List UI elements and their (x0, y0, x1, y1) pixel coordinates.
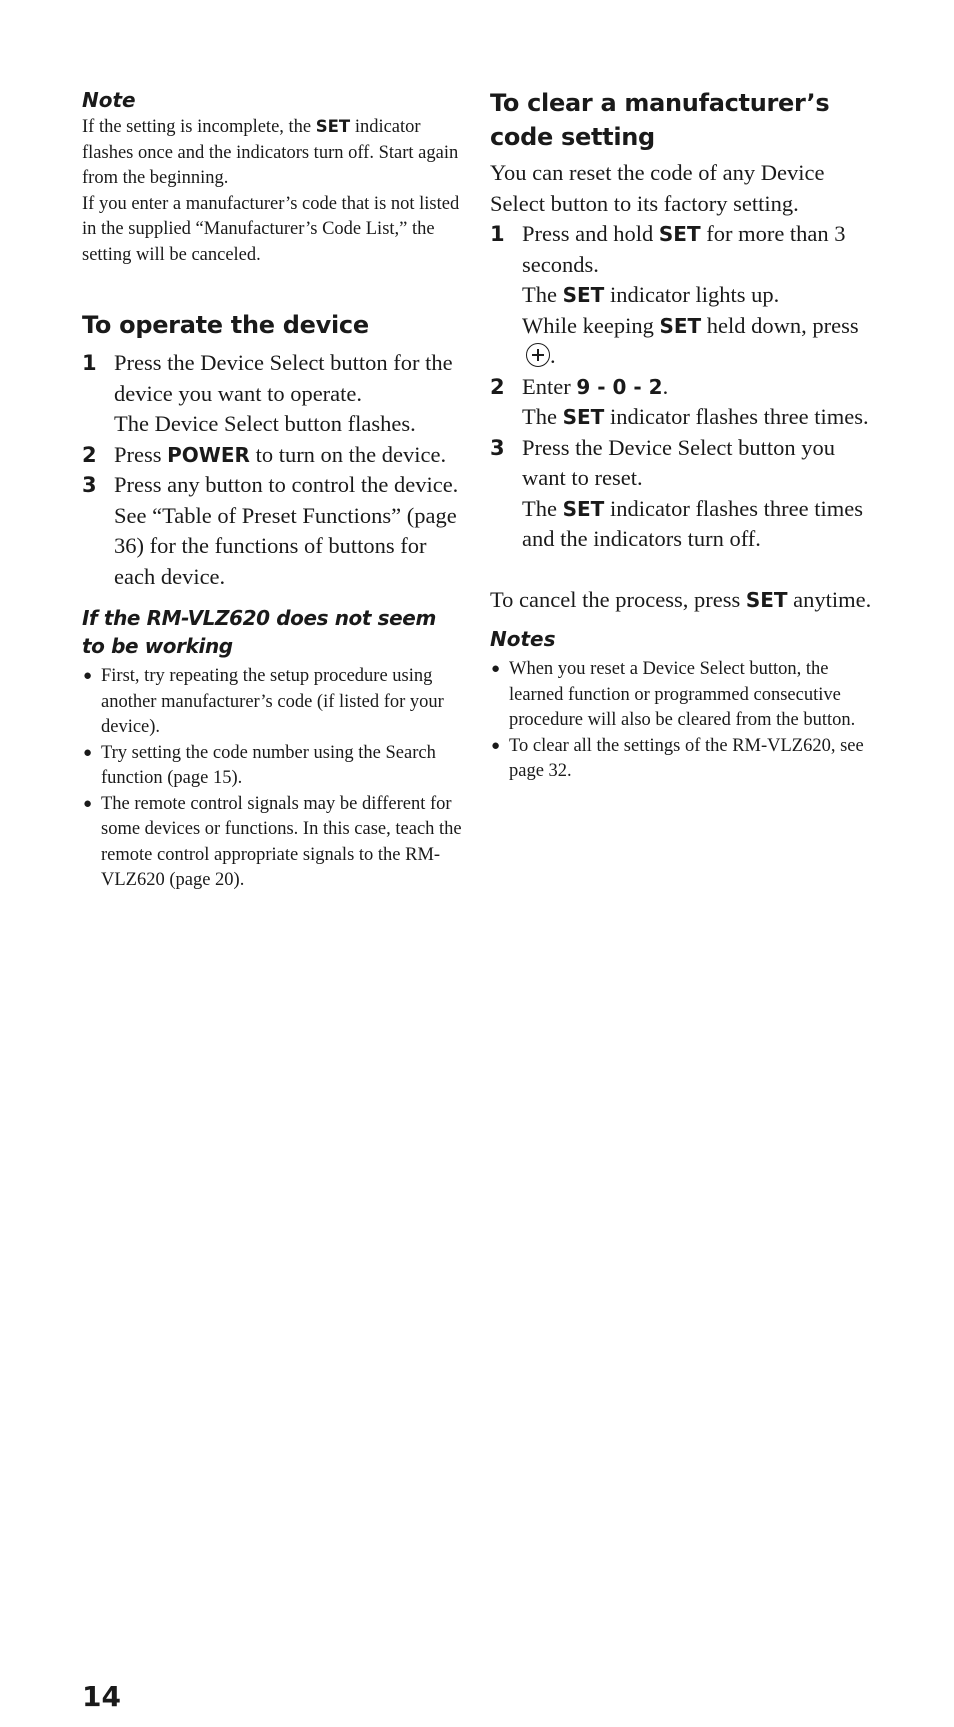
operate-step-3: 3 Press any button to control the device. See “Table of Preset Functions” (page 36) for the functions of buttons for each device. (82, 470, 462, 592)
cancel-text: To cancel the process, press SET anytime. (490, 586, 872, 612)
clear-steps (490, 219, 880, 555)
list-item: ● To clear all the settings of the RM-VLZ620, see page 32. (491, 735, 864, 781)
notes-title: Notes (490, 627, 556, 651)
clear-step-2: 2 Enter 9 - 0 - 2. The SET indicator flashes three times. (490, 372, 880, 433)
note-paragraph-1: If the setting is incomplete, the SET indicator flashes once and the indicators turn off. Start again from the beginning. (82, 117, 459, 188)
clear-step-1: 1 Press and hold SET for more than 3 seconds. The SET indicator lights up. While keeping SET held down, press. (490, 219, 880, 372)
operate-heading: To operate the device (82, 311, 369, 339)
enter-icon (526, 343, 550, 367)
operate-step-1: 1 Press the Device Select button for the device you want to operate. The Device Select button flashes. (82, 348, 462, 440)
bullet-dot: ● (83, 795, 93, 812)
bullet-dot: ● (491, 661, 501, 677)
bullet-dot: ● (83, 668, 93, 684)
list-item: ● The remote control signals may be different for some devices or functions. In this case, teach the remote control appropriate signals to the RM-VLZ620 (page 20). (83, 793, 462, 890)
trouble-heading: If the RM-VLZ620 does not seem to be working (82, 606, 436, 658)
list-item: ● When you reset a Device Select button, the learned function or programmed consecutive procedure will also be cleared from the button. (491, 659, 856, 730)
notes-list (490, 657, 880, 785)
operate-step-2: 2 Press POWER to turn on the device. (82, 440, 462, 471)
step-number: 3 (490, 435, 505, 460)
step-number: 2 (82, 442, 97, 467)
note-title: Note (82, 88, 136, 112)
right-column (490, 86, 880, 785)
list-item: ● First, try repeating the setup procedure using another manufacturer’s code (if listed for your device). (83, 666, 444, 737)
trouble-list (82, 664, 462, 894)
note-paragraph-2: If you enter a manufacturer’s code that is not listed in the supplied “Manufacturer’s Code List,” the setting will be canceled. (82, 193, 460, 265)
step-number: 2 (490, 374, 505, 399)
list-item: ● Try setting the code number using the Search function (page 15). (83, 742, 436, 788)
step-number: 1 (490, 222, 505, 246)
operate-steps (82, 348, 462, 592)
clear-heading: To clear a manufacturer’s code setting (490, 89, 830, 151)
page-number: 14 (82, 1680, 121, 1713)
bullet-dot: ● (83, 744, 93, 761)
step-number: 1 (82, 351, 97, 375)
bullet-dot: ● (491, 737, 501, 754)
clear-step-3: 3 Press the Device Select button you want to reset. The SET indicator flashes three times and the indicators turn off. (490, 433, 880, 555)
left-column (82, 86, 462, 894)
clear-intro: You can reset the code of any Device Select button to its factory setting. (490, 160, 825, 216)
step-number: 3 (82, 473, 97, 497)
